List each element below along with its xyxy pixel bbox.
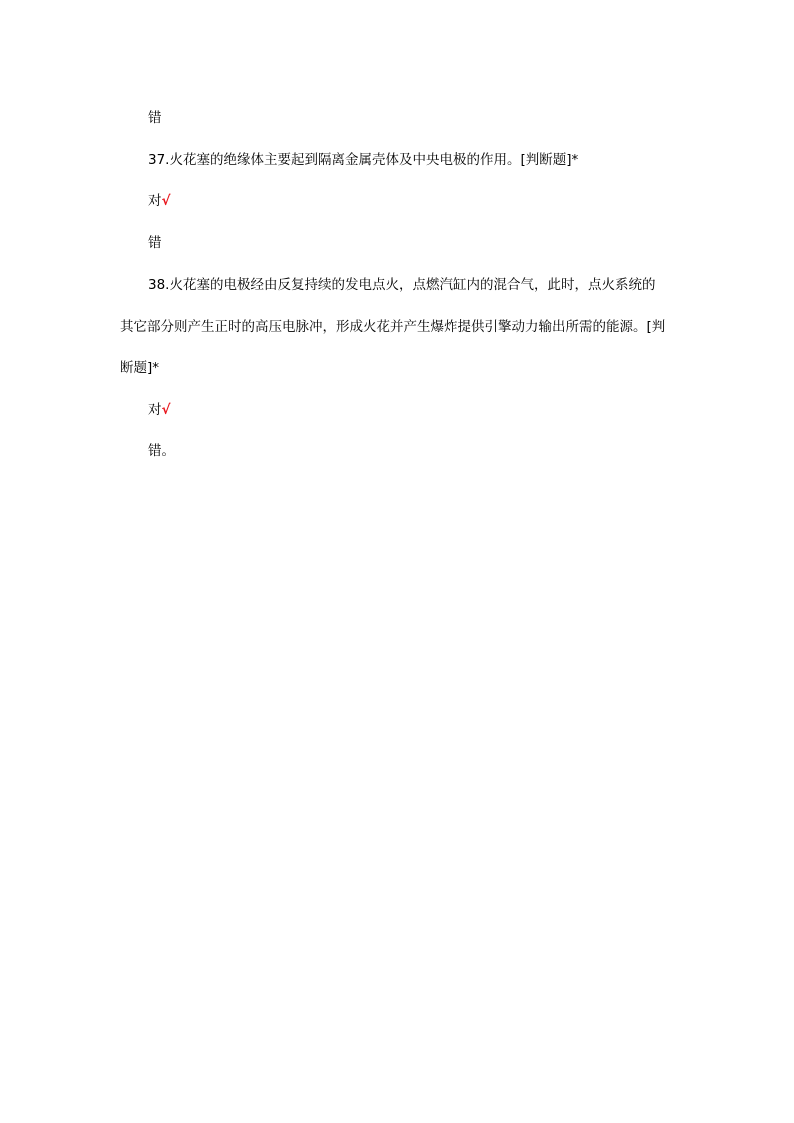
option-wrong-36 [148, 109, 162, 127]
option-label: 错。 [148, 443, 175, 459]
question-text: 37.火花塞的绝缘体主要起到隔离金属壳体及中央电极的作用。[判断题]* [148, 152, 579, 168]
option-correct-37 [148, 192, 171, 210]
question-38-line-2 [120, 318, 665, 336]
question-text: 其它部分则产生正时的高压电脉冲，形成火花并产生爆炸提供引擎动力输出所需的能源。[判 [120, 319, 666, 335]
option-label: 错 [148, 235, 162, 251]
option-label: 对 [148, 193, 162, 209]
option-label: 错 [148, 110, 162, 126]
check-mark-icon: √ [161, 193, 171, 209]
option-label: 对 [148, 402, 162, 418]
question-38-line-1 [148, 276, 655, 294]
option-wrong-37 [148, 234, 162, 252]
option-correct-38 [148, 401, 171, 419]
question-text: 38.火花塞的电极经由反复持续的发电点火，点燃汽缸内的混合气，此时，点火系统的 [148, 277, 656, 293]
question-38-line-3 [120, 359, 159, 377]
option-wrong-38 [148, 442, 175, 460]
question-text: 断题]* [120, 360, 160, 376]
check-mark-icon: √ [161, 402, 171, 418]
question-37 [148, 151, 578, 169]
